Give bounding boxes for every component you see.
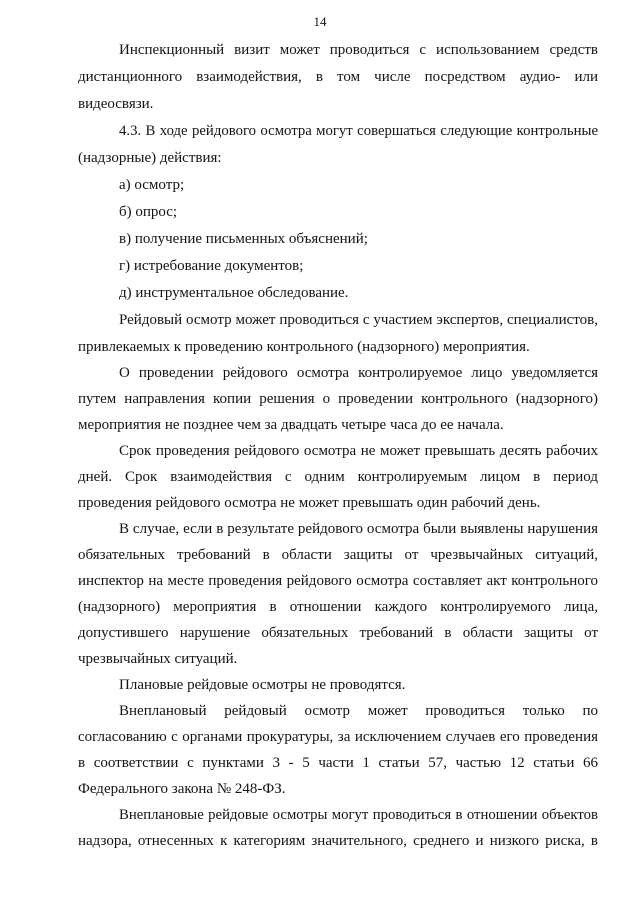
text-line: путем направления копии решения о проведении контрольного (надзорного) <box>78 391 598 407</box>
list-item: в) получение письменных объяснений; <box>119 231 368 247</box>
text-line: надзора, отнесенных к категориям значительного, среднего и низкого риска, в <box>78 833 598 849</box>
list-item: б) опрос; <box>119 204 178 220</box>
list-item: д) инструментальное обследование. <box>119 285 349 301</box>
text-line: в соответствии с пунктами 3 - 5 части 1 статьи 57, частью 12 статьи 66 <box>78 755 598 771</box>
text-line: Срок проведения рейдового осмотра не может превышать десять рабочих <box>119 443 598 459</box>
text-line: Внеплановый рейдовый осмотр может проводиться только по <box>119 703 598 719</box>
text-line: Федерального закона № 248-ФЗ. <box>78 781 286 797</box>
text-line: Рейдовый осмотр может проводиться с участием экспертов, специалистов, <box>119 312 598 328</box>
text-line: Внеплановые рейдовые осмотры могут проводиться в отношении объектов <box>119 807 598 823</box>
text-line: видеосвязи. <box>78 96 154 112</box>
text-line: привлекаемых к проведению контрольного (надзорного) мероприятия. <box>78 339 530 355</box>
text-line: проведения рейдового осмотра не может превышать один рабочий день. <box>78 495 541 511</box>
text-line: мероприятия не позднее чем за двадцать четыре часа до ее начала. <box>78 417 504 433</box>
text-line: обязательных требований в области защиты от чрезвычайных ситуаций, <box>78 547 598 563</box>
text-line: инспектор на месте проведения рейдового осмотра составляет акт контрольного <box>78 573 598 589</box>
list-item: а) осмотр; <box>119 177 185 193</box>
text-line: согласованию с органами прокуратуры, за исключением случаев его проведения <box>78 729 598 745</box>
text-line: (надзорные) действия: <box>78 150 222 166</box>
list-item: г) истребование документов; <box>119 258 304 274</box>
page-number: 14 <box>313 14 327 29</box>
text-line: (надзорного) мероприятия в отношении каждого контролируемого лица, <box>78 599 598 615</box>
text-line: Инспекционный визит может проводиться с использованием средств <box>119 42 598 58</box>
text-line: чрезвычайных ситуаций. <box>78 651 238 667</box>
text-line: В случае, если в результате рейдового осмотра были выявлены нарушения <box>119 521 598 537</box>
text-line: допустившего нарушение обязательных требований в области защиты от <box>78 625 598 641</box>
text-line: дистанционного взаимодействия, в том числе посредством аудио- или <box>78 69 598 85</box>
text-line: дней. Срок взаимодействия с одним контролируемым лицом в период <box>78 469 598 485</box>
text-line: Плановые рейдовые осмотры не проводятся. <box>119 677 406 693</box>
text-line: О проведении рейдового осмотра контролируемое лицо уведомляется <box>119 365 598 381</box>
text-line: 4.3. В ходе рейдового осмотра могут совершаться следующие контрольные <box>119 123 598 139</box>
